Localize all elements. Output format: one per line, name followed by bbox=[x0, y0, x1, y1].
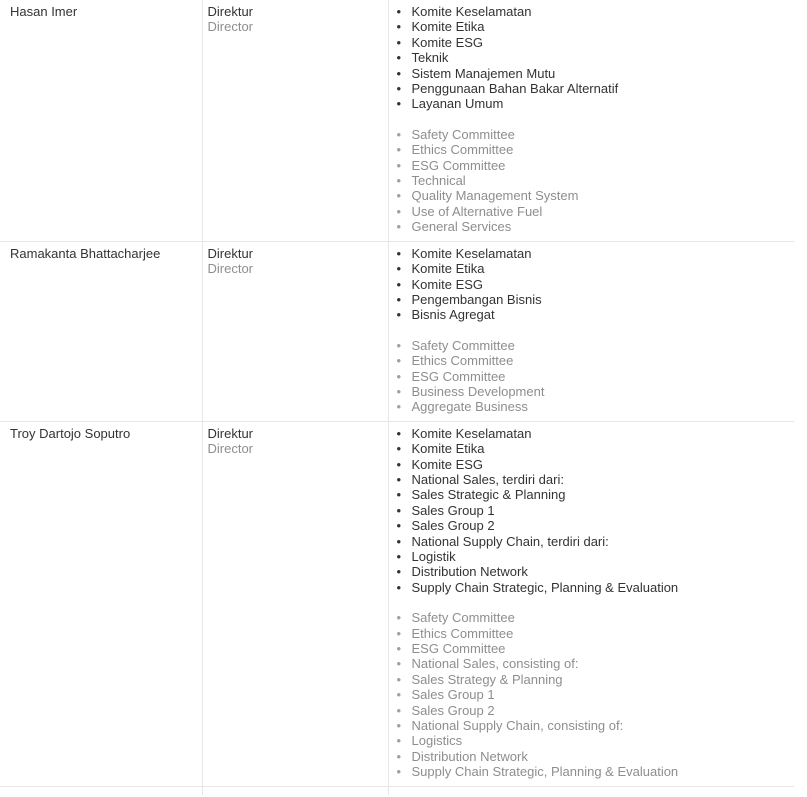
responsibility-item: • Pengembangan Bisnis bbox=[397, 292, 795, 307]
director-position bbox=[202, 0, 388, 241]
empty-cell bbox=[0, 786, 202, 795]
responsibility-item-en: • Ethics Committee bbox=[397, 626, 795, 641]
position-en: Director bbox=[207, 261, 254, 277]
responsibility-list-en bbox=[397, 610, 795, 779]
responsibility-item: • Komite Keselamatan bbox=[397, 246, 795, 261]
responsibility-item-en: • ESG Committee bbox=[397, 158, 795, 173]
empty-cell bbox=[388, 786, 794, 795]
responsibility-item-en: • General Services bbox=[397, 219, 795, 234]
responsibility-item-en: • Quality Management System bbox=[397, 188, 795, 203]
responsibility-item: • Sales Strategic & Planning bbox=[397, 487, 795, 502]
position-en: Director bbox=[207, 441, 254, 457]
responsibility-item: • Sales Group 1 bbox=[397, 503, 795, 518]
director-name: Hasan Imer bbox=[0, 0, 202, 241]
responsibility-item: • National Sales, terdiri dari: bbox=[397, 472, 795, 487]
position-id: Direktur bbox=[207, 4, 254, 19]
responsibility-item: • Komite ESG bbox=[397, 457, 795, 472]
responsibility-item-en: • Safety Committee bbox=[397, 338, 795, 353]
director-position bbox=[202, 241, 388, 421]
responsibility-item: • Komite Etika bbox=[397, 261, 795, 276]
responsibility-item-en: • Aggregate Business bbox=[397, 399, 795, 414]
responsibility-list-en bbox=[397, 338, 795, 415]
responsibility-item-en: • Sales Group 1 bbox=[397, 687, 795, 702]
responsibility-item: • Teknik bbox=[397, 50, 795, 65]
responsibility-item-en: • Sales Group 2 bbox=[397, 703, 795, 718]
position-en: Director bbox=[207, 19, 254, 35]
responsibility-list-en bbox=[397, 127, 795, 235]
responsibility-list-id bbox=[397, 426, 795, 595]
director-position bbox=[202, 421, 388, 786]
responsibility-item: • National Supply Chain, terdiri dari: bbox=[397, 534, 795, 549]
empty-cell bbox=[202, 786, 388, 795]
responsibility-item: • Komite Etika bbox=[397, 19, 795, 34]
director-name: Troy Dartojo Soputro bbox=[0, 421, 202, 786]
responsibility-item-en: • Ethics Committee bbox=[397, 353, 795, 368]
responsibility-item: • Supply Chain Strategic, Planning & Evaluation bbox=[397, 580, 795, 595]
responsibility-item: • Distribution Network bbox=[397, 564, 795, 579]
director-row bbox=[0, 0, 794, 241]
responsibility-item: • Komite Etika bbox=[397, 441, 795, 456]
responsibility-item-en: • National Supply Chain, consisting of: bbox=[397, 718, 795, 733]
responsibility-item: • Layanan Umum bbox=[397, 96, 795, 111]
responsibility-list-id bbox=[397, 4, 795, 112]
responsibility-list-id bbox=[397, 246, 795, 323]
director-row bbox=[0, 241, 794, 421]
responsibility-item: • Bisnis Agregat bbox=[397, 307, 795, 322]
responsibility-item-en: • Safety Committee bbox=[397, 127, 795, 142]
director-row bbox=[0, 421, 794, 786]
responsibility-item: • Komite ESG bbox=[397, 35, 795, 50]
responsibility-item: • Komite Keselamatan bbox=[397, 4, 795, 19]
responsibility-item-en: • Logistics bbox=[397, 733, 795, 748]
next-row-partial bbox=[0, 786, 794, 795]
responsibility-item-en: • Business Development bbox=[397, 384, 795, 399]
responsibility-item: • Sales Group 2 bbox=[397, 518, 795, 533]
director-responsibilities bbox=[388, 0, 794, 241]
director-responsibilities bbox=[388, 421, 794, 786]
responsibility-item-en: • National Sales, consisting of: bbox=[397, 656, 795, 671]
position-id: Direktur bbox=[207, 425, 254, 441]
responsibility-item-en: • Sales Strategy & Planning bbox=[397, 672, 795, 687]
responsibility-item-en: • Ethics Committee bbox=[397, 142, 795, 157]
director-name: Ramakanta Bhattacharjee bbox=[0, 241, 202, 421]
responsibility-item: • Penggunaan Bahan Bakar Alternatif bbox=[397, 81, 795, 96]
responsibility-item: • Komite Keselamatan bbox=[397, 426, 795, 441]
responsibility-item-en: • Supply Chain Strategic, Planning & Evaluation bbox=[397, 764, 795, 779]
responsibility-item: • Sistem Manajemen Mutu bbox=[397, 66, 795, 81]
responsibility-item-en: • Technical bbox=[397, 173, 795, 188]
responsibility-item-en: • Distribution Network bbox=[397, 749, 795, 764]
position-id: Direktur bbox=[207, 245, 254, 261]
responsibility-item: • Logistik bbox=[397, 549, 795, 564]
director-responsibilities bbox=[388, 241, 794, 421]
responsibility-item-en: • ESG Committee bbox=[397, 641, 795, 656]
responsibility-item-en: • ESG Committee bbox=[397, 369, 795, 384]
responsibility-item: • Komite ESG bbox=[397, 277, 795, 292]
responsibility-item-en: • Safety Committee bbox=[397, 610, 795, 625]
responsibility-item-en: • Use of Alternative Fuel bbox=[397, 204, 795, 219]
